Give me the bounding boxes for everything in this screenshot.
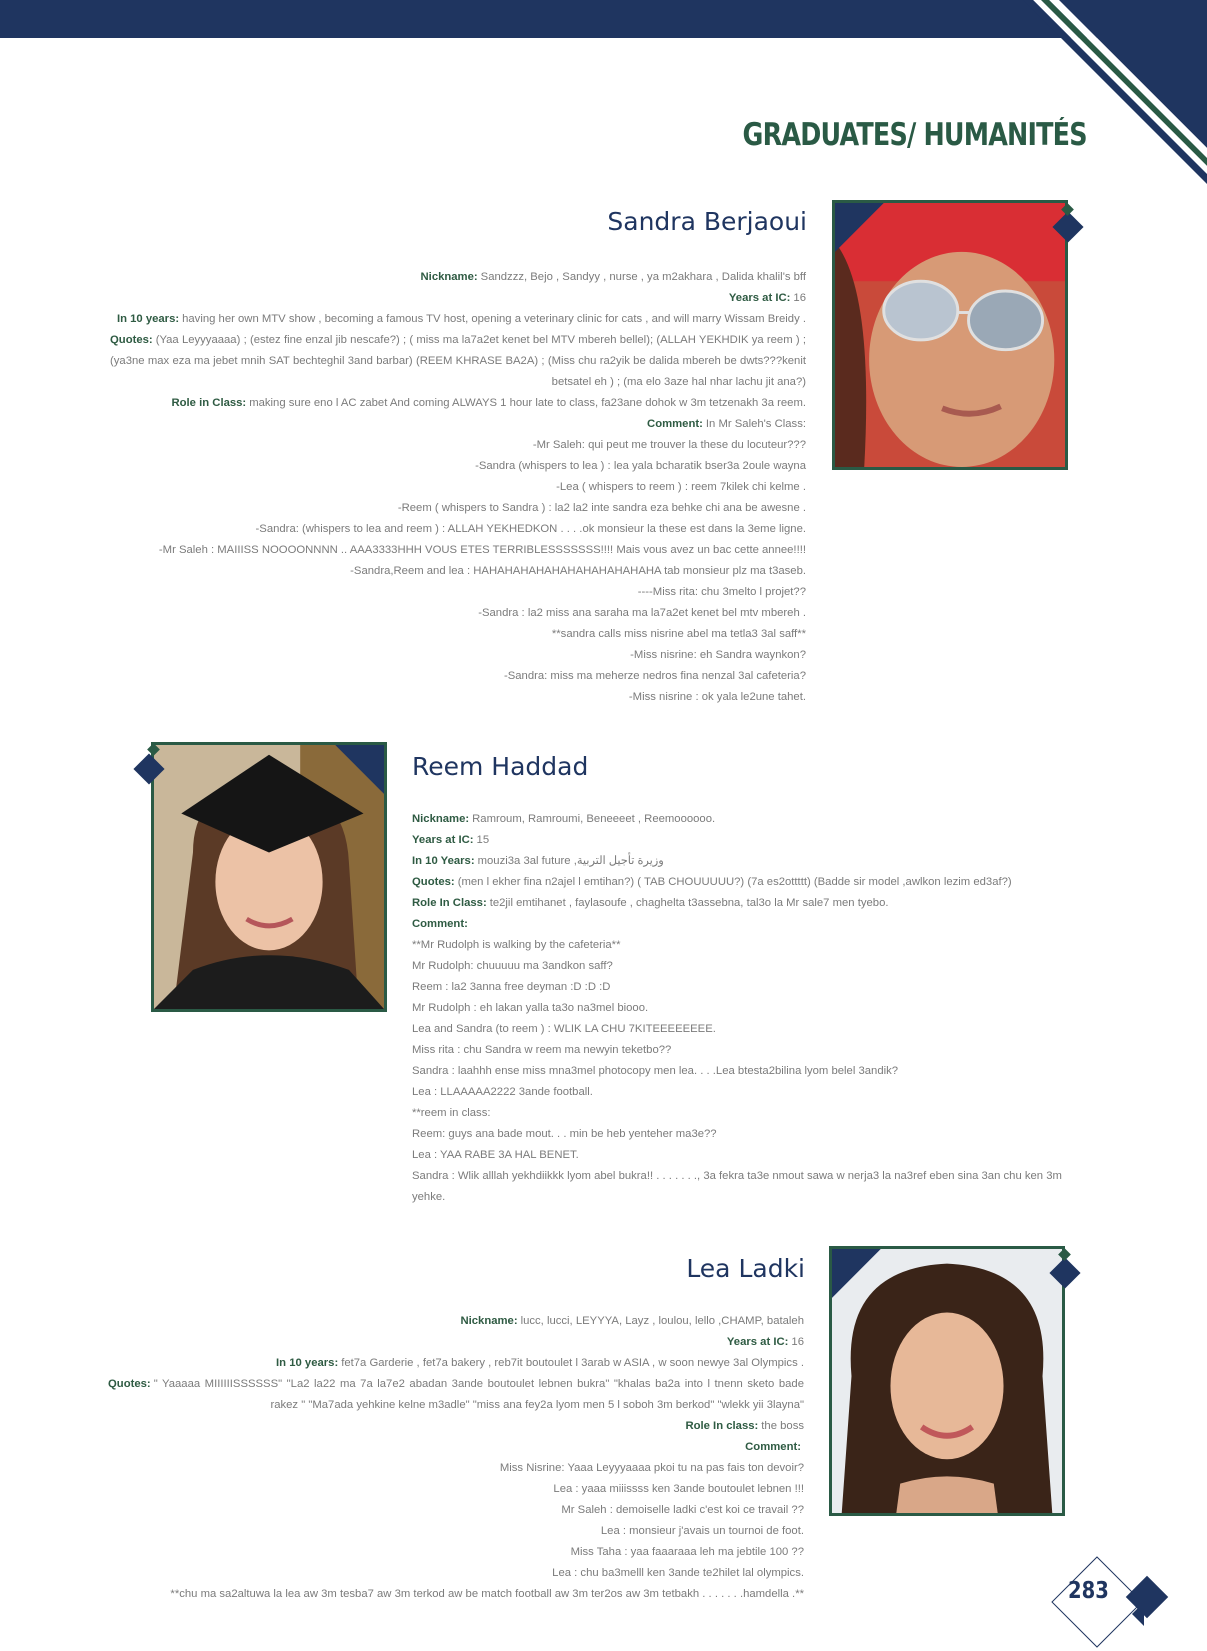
nickname-label: Nickname: [460, 1315, 518, 1327]
comment-text: -Sandra: (whispers to lea and reem ) : ALLAH YEKHEDKON . . . .ok monsieur la these est dans la 3eme ligne. [255, 523, 806, 535]
portrait-image [835, 203, 1065, 467]
nickname-label: Nickname: [420, 271, 478, 283]
nickname-value: Ramroum, Ramroumi, Beneeeet , Reemoooooo. [472, 813, 716, 825]
years-line [108, 1332, 804, 1353]
comment-text: -Miss nisrine : ok yala le2une tahet. [628, 691, 806, 703]
comment-text: **Mr Rudolph is walking by the cafeteria** [412, 939, 621, 951]
quotes-label: Quotes: [108, 1378, 151, 1390]
student-photo-sandra [832, 200, 1068, 470]
student-profile [108, 1311, 804, 1605]
comment-value: In Mr Saleh's Class: [705, 418, 806, 430]
comment-text: Lea and Sandra (to reem ) : WLIK LA CHU 7KITEEEEEEEE. [412, 1023, 716, 1035]
comment-text: **reem in class: [412, 1107, 491, 1119]
role-label: Role in Class: [171, 397, 247, 409]
role-line [110, 393, 806, 414]
future-label: In 10 Years: [412, 855, 475, 867]
comment-text: -Sandra : la2 miss ana saraha ma la7a2et kenet bel mtv mbereh . [478, 607, 806, 619]
years-value: 16 [793, 292, 806, 304]
comment-text: Reem : la2 3anna free deyman :D :D :D [412, 981, 611, 993]
comment-text: -Mr Saleh: qui peut me trouver la these du locuteur??? [532, 439, 806, 451]
comment-text: -Sandra: miss ma meherze nedros fina nenzal 3al cafeteria? [503, 670, 806, 682]
student-name: Sandra Berjaoui [607, 207, 807, 236]
comment-text: -Sandra (whispers to lea ) : lea yala bcharatik bser3a 2oule wayna [475, 460, 806, 472]
comment-text: -Miss nisrine: eh Sandra waynkon? [630, 649, 806, 661]
comment-text: -Reem ( whispers to Sandra ) : la2 la2 inte sandra eza behke chi ana be awesne . [397, 502, 806, 514]
nickname-line [110, 267, 806, 288]
future-label: In 10 years: [276, 1357, 339, 1369]
comment-text: Mr Saleh : demoiselle ladki c'est koi ce travail ?? [561, 1504, 804, 1516]
student-photo-lea [829, 1246, 1065, 1516]
future-value: fet7a Garderie , fet7a bakery , reb7it boutoulet l 3arab w ASIA , w soon newye 3al Olympics . [341, 1357, 804, 1369]
role-value: te2jil emtihanet , faylasoufe , chaghelta t3assebna, tal3o la Mr sale7 men tyebo. [489, 897, 889, 909]
quotes-line [108, 1374, 804, 1416]
comment-text: Mr Rudolph : eh lakan yalla ta3o na3mel biooo. [412, 1002, 649, 1014]
comment-text: Lea : LLAAAAA2222 3ande football. [412, 1086, 593, 1098]
comment-text: Lea : yaaa miiissss ken 3ande boutoulet lebnen !!! [553, 1483, 804, 1495]
student-profile [110, 267, 806, 708]
comment-label: Comment: [647, 418, 703, 430]
corner-stripes [1007, 0, 1207, 200]
role-label: Role In class: [685, 1420, 759, 1432]
comment-text: Sandra : Wlik alllah yekhdiikkk lyom abel bukra!! . . . . . . ., 3a fekra ta3e nmout sawa w nerja3 la na3ref eben sina 3an chu ken 3m yehke. [412, 1170, 1062, 1203]
page-title: GRADUATES/ HUMANITÉS [742, 117, 1087, 153]
nickname-value: Sandzzz, Bejo , Sandyy , nurse , ya m2akhara , Dalida khalil's bff [480, 271, 806, 283]
future-line [110, 309, 806, 330]
future-value: mouzi3a 3al future ,وزيرة تأجيل التربية [477, 855, 664, 867]
portrait-image [154, 745, 384, 1009]
nickname-value: lucc, lucci, LEYYYA, Layz , loulou, lello ,CHAMP, bataleh [520, 1315, 804, 1327]
student-name: Lea Ladki [686, 1254, 805, 1283]
years-line [110, 288, 806, 309]
comment-text: **chu ma sa2altuwa la lea aw 3m tesba7 aw 3m terkod aw be match football aw 3m ter2os aw 3m tetbakh . . . . . . .hamdella .** [170, 1588, 804, 1600]
role-value: making sure eno l AC zabet And coming ALWAYS 1 hour late to class, fa23ane dohok w 3m tetzenakh 3a reem. [249, 397, 806, 409]
years-line [412, 830, 1084, 851]
quotes-value: (men l ekher fina n2ajel l emtihan?) ( TAB CHOUUUUU?) (7a es2ottttt) (Badde sir model ,awlkon lezim ed3af?) [457, 876, 1012, 888]
comment-text: Mr Rudolph: chuuuuu ma 3andkon saff? [412, 960, 613, 972]
nickname-line [108, 1311, 804, 1332]
comment-text: Lea : YAA RABE 3A HAL BENET. [412, 1149, 579, 1161]
page-number: 283 [1068, 1578, 1109, 1604]
comment-text: ----Miss rita: chu 3melto l projet?? [637, 586, 806, 598]
comment-label: Comment: [745, 1441, 801, 1453]
quotes-value: (Yaa Leyyyaaaa) ; (estez fine enzal jib nescafe?) ; ( miss ma la7a2et kenet bel MTV mbereh bellel); (ALLAH YEKHDIK ya reem ) ; (ya3ne max eza ma jebet mnih SAT bechteghil 3and barbar) (REEM KHRASE BA2A) ; (Miss chu ra2yik be dalida mbereh be dwts???kenit betsatel eh ) ; (ma elo 3aze hal nhar lachu jit ana?) [110, 334, 806, 388]
role-label: Role In Class: [412, 897, 487, 909]
years-label: Years at IC: [728, 292, 791, 304]
quotes-value: " Yaaaaa MIIIIIISSSSSS" "La2 la22 ma 7a la7e2 abadan 3ande boutoulet lebnen bukra" "khalas ba2a into l tnenn sketo bade rakez " "Ma7ada yehkine kelne m3adle" "miss ana fey2a lyom men 5 l soboh 3m berkod" "wlekk yii 3layna" [153, 1378, 804, 1411]
comment-text: Miss Taha : yaa faaaraaa leh ma jebtile 100 ?? [570, 1546, 804, 1558]
comment-text: **sandra calls miss nisrine abel ma tetla3 3al saff** [551, 628, 806, 640]
role-line [412, 893, 1084, 914]
role-value: the boss [761, 1420, 804, 1432]
comment-text: Lea : chu ba3melll ken 3ande te2hilet lal olympics. [552, 1567, 804, 1579]
role-line [108, 1416, 804, 1437]
comment-line [110, 414, 806, 435]
future-value: having her own MTV show , becoming a famous TV host, opening a veterinary clinic for cats , and will marry Wissam Breidy . [182, 313, 806, 325]
quotes-label: Quotes: [110, 334, 153, 346]
future-label: In 10 years: [116, 313, 180, 325]
quotes-line [110, 330, 806, 393]
quotes-line [412, 872, 1084, 893]
student-profile [412, 809, 1084, 1208]
comment-line [412, 914, 1084, 935]
years-label: Years at IC: [726, 1336, 789, 1348]
years-value: 16 [791, 1336, 804, 1348]
nickname-label: Nickname: [412, 813, 470, 825]
comment-text: Lea : monsieur j'avais un tournoi de foot. [600, 1525, 804, 1537]
comment-text: Miss Nisrine: Yaaa Leyyyaaaa pkoi tu na pas fais ton devoir? [499, 1462, 804, 1474]
comment-text: Sandra : laahhh ense miss mna3mel photocopy men lea. . . .Lea btesta2bilina lyom belel 3andik? [412, 1065, 899, 1077]
future-line [108, 1353, 804, 1374]
quotes-label: Quotes: [412, 876, 455, 888]
comment-text: -Sandra,Reem and lea : HAHAHAHAHAHAHAHAHAHAHAHA tab monsieur plz ma t3aseb. [350, 565, 806, 577]
comment-text: -Mr Saleh : MAIIISS NOOOONNNN .. AAA3333HHH VOUS ETES TERRIBLESSSSSSS!!!! Mais vous avez un bac cette annee!!!! [158, 544, 806, 556]
student-photo-reem [151, 742, 387, 1012]
portrait-image [832, 1249, 1062, 1513]
comment-text: Reem: guys ana bade mout. . . min be heb yenteher ma3e?? [412, 1128, 717, 1140]
future-line [412, 851, 1084, 872]
comment-label: Comment: [412, 918, 468, 930]
comment-text: -Lea ( whispers to reem ) : reem 7kilek chi kelme . [556, 481, 806, 493]
years-label: Years at IC: [412, 834, 474, 846]
student-name: Reem Haddad [412, 752, 589, 781]
comment-text: Miss rita : chu Sandra w reem ma newyin teketbo?? [412, 1044, 672, 1056]
nickname-line [412, 809, 1084, 830]
comment-line [108, 1437, 804, 1458]
years-value: 15 [476, 834, 490, 846]
